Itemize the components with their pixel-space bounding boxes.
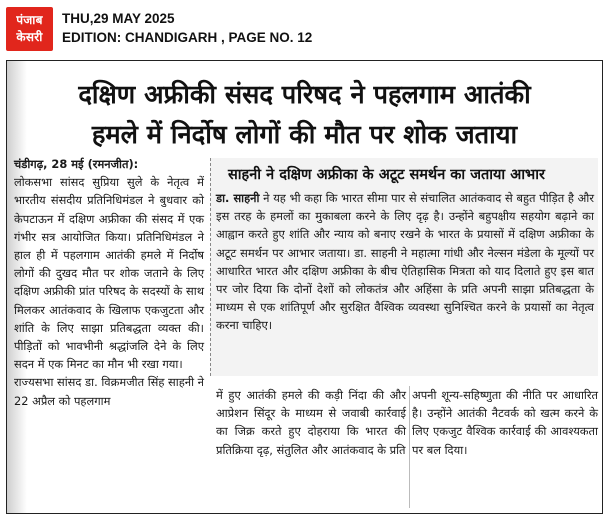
logo-line-2: केसरी [16, 30, 43, 44]
logo-line-1: पंजाब [16, 13, 43, 27]
headline-line-1: दक्षिण अफ्रीकी संसद परिषद ने पहलगाम आतंकी [78, 80, 531, 110]
edition-meta [62, 9, 312, 47]
dateline: चंडीगढ़, 28 मई (रमनजीत): [14, 157, 139, 171]
headline-line-2: हमले में निर्दोष लोगों की मौत पर शोक जताया [91, 120, 518, 150]
publication-date: THU,29 MAY 2025 [62, 11, 175, 26]
column-divider [409, 386, 410, 508]
column-1-body: लोकसभा सांसद सुप्रिया सुले के नेतृत्व में भारतीय संसदीय प्रतिनिधिमंडल ने बुधवार को केपटाऊन में दक्षिण अफ्रीका की संसद में एक गंभीर सत्र आयोजित किया। प्रतिनिधिमंडल ने हाल ही में पहलगाम आतंकी हमले में निर्दोष लोगों की दुखद मौत पर शोक जताने के लिए दक्षिण अफ्रीकी प्रांत परिषद के सदस्यों के साथ मिलकर आतंकवाद के खिलाफ एकजुटता और शांति के लिए साझा प्रतिबद्धता व्यक्त की। पीड़ितों को भावभीनी श्रद्धांजलि देने के लिए सदन में एक मिनट का मौन भी रखा गया। [14, 175, 204, 372]
article-column-1 [14, 155, 204, 410]
article-column-4: अपनी शून्य-सहिष्णुता की नीति पर आधारित है। उन्होंने आतंकी नैटवर्क को खत्म करने के लिए एकजुट वैश्विक कार्रवाई की आवश्यकता पर बल दिया। [412, 388, 598, 457]
sidebar-name: डा. साहनी [216, 191, 260, 205]
column-1-body-2: राज्यसभा सांसद डा. विक्रमजीत सिंह साहनी ने 22 अप्रैल को पहलगाम [14, 375, 204, 408]
article-headline [12, 75, 597, 155]
article-column-3: में हुए आतंकी हमले की कड़ी निंदा की और आप्रेशन सिंदूर के माध्यम से जवाबी कार्रवाई का जिक्र करते हुए दोहराया कि भारत की प्रतिक्रिया दृढ़, संतुलित और आतंकवाद के प्रति [216, 388, 406, 457]
sidebar-subheading: साहनी ने दक्षिण अफ्रीका के अटूट समर्थन का जताया आभार [228, 167, 545, 183]
edition-info: EDITION: CHANDIGARH , PAGE NO. 12 [62, 30, 313, 45]
sidebar-body [216, 189, 594, 335]
sidebar-text: ने यह भी कहा कि भारत सीमा पार से संचालित आतंकवाद से बहुत पीड़ित है और इस तरह के हमलों का मुकाबला करने के लिए दृढ़ है। उन्होंने बहुपक्षीय सहयोग बढ़ाने का आह्वान करते हुए शांति और न्याय को बनाए रखने के भारत के प्रयासों में दक्षिण अफ्रीका के अटूट समर्थन पर आभार जताया। डा. साहनी ने महात्मा गांधी और नेल्सन मंडेला के मूल्यों पर आधारित भारत और दक्षिण अफ्रीका के बीच ऐतिहासिक मित्रता को याद दिलाते हुए इस बात पर जोर दिया कि दोनों देशों को लोकतंत्र और अहिंसा के प्रति अपनी साझा प्रतिबद्धता के माध्यम से एक शांतिपूर्ण और सुरक्षित वैश्विक व्यवस्था सुनिश्चित करने के प्रयासों का नेतृत्व करना चाहिए। [216, 191, 594, 333]
newspaper-logo [6, 7, 53, 51]
